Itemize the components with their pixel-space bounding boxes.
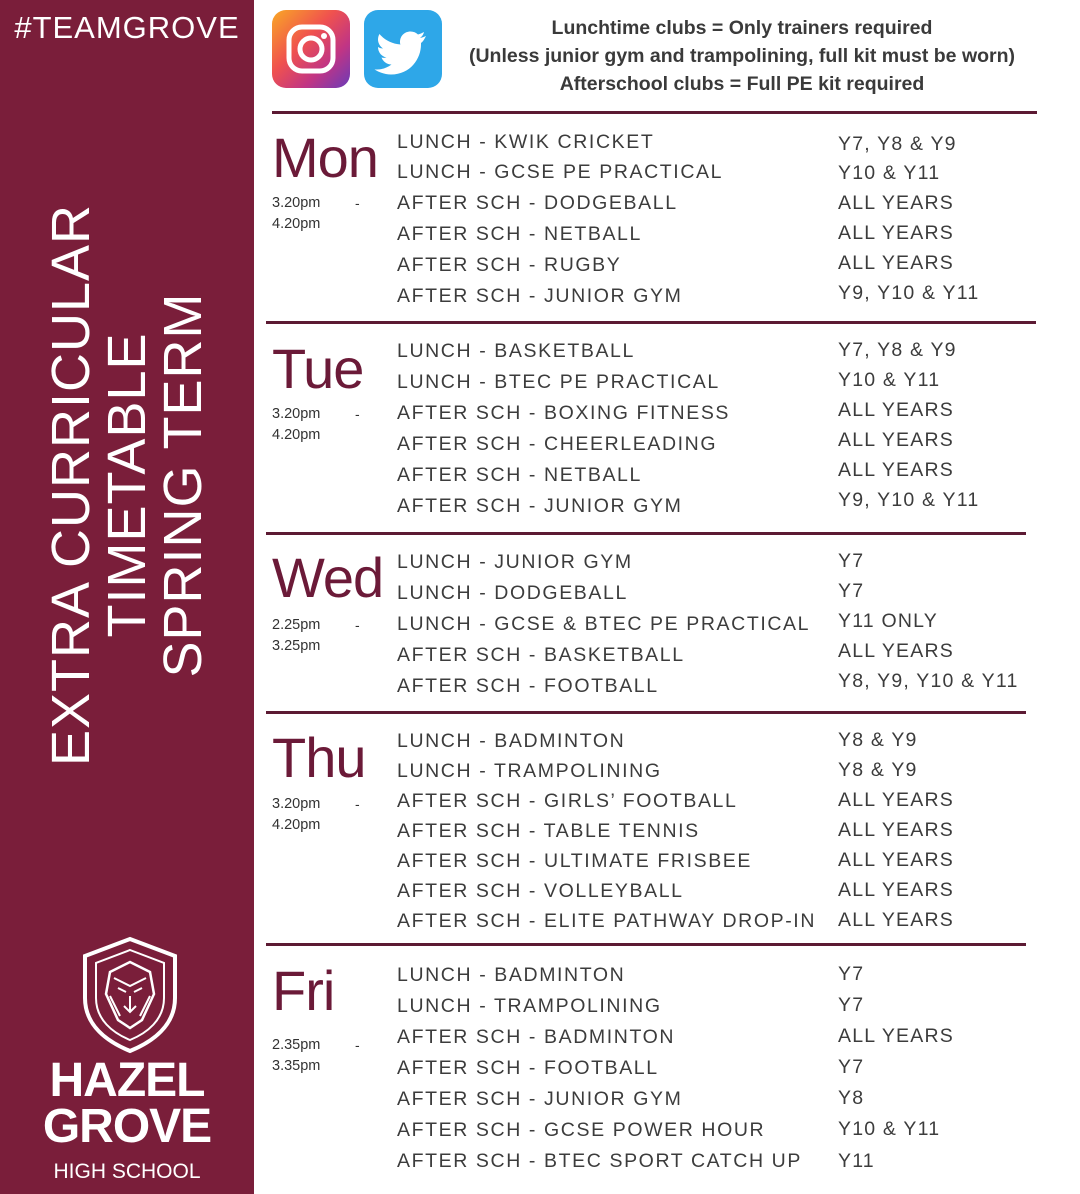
year-groups: ALL YEARS [838, 789, 954, 811]
note-lunchtime: Lunchtime clubs = Only trainers required [551, 17, 933, 39]
divider [266, 321, 1036, 324]
instagram-button[interactable] [272, 10, 350, 88]
school-name [0, 1054, 254, 1153]
year-groups: Y8 & Y9 [838, 759, 918, 781]
time-range: 3.20pm 4.20pm [272, 406, 321, 443]
kit-notes [452, 14, 1032, 98]
time-dash: - [355, 1037, 360, 1053]
day-name: Wed [272, 546, 384, 609]
year-groups: Y7, Y8 & Y9 [838, 133, 957, 155]
year-groups: Y7 [838, 550, 865, 572]
time-dash: - [355, 617, 360, 633]
year-groups: Y7 [838, 580, 865, 602]
year-groups: Y10 & Y11 [838, 369, 941, 391]
year-groups: Y11 ONLY [838, 610, 938, 632]
activity: AFTER SCH - GCSE POWER HOUR [397, 1119, 766, 1141]
activity: AFTER SCH - FOOTBALL [397, 1057, 659, 1079]
activity: LUNCH - BASKETBALL [397, 340, 635, 362]
time-range: 3.20pm 4.20pm [272, 796, 321, 833]
activity: AFTER SCH - DODGEBALL [397, 192, 678, 214]
year-groups: ALL YEARS [838, 459, 954, 481]
activity: LUNCH - BADMINTON [397, 964, 626, 986]
day-name: Thu [272, 726, 366, 789]
activity: AFTER SCH - JUNIOR GYM [397, 285, 683, 307]
title-line-1: EXTRA CURRICULAR [41, 203, 101, 767]
time-dash: - [355, 796, 360, 812]
note-afterschool: Afterschool clubs = Full PE kit required [559, 73, 925, 95]
title-line-2: TIMETABLE [97, 332, 157, 638]
activity: AFTER SCH - VOLLEYBALL [397, 880, 684, 902]
year-groups: Y7 [838, 963, 865, 985]
title-line-3: SPRING TERM [153, 292, 213, 678]
year-groups: Y7 [838, 1056, 865, 1078]
year-groups: ALL YEARS [838, 909, 954, 931]
day-name: Fri [272, 959, 335, 1022]
activity: AFTER SCH - FOOTBALL [397, 675, 659, 697]
year-groups: ALL YEARS [838, 849, 954, 871]
activity: LUNCH - DODGEBALL [397, 582, 628, 604]
school-subtitle: HIGH SCHOOL [53, 1160, 201, 1183]
year-groups: Y7 [838, 994, 865, 1016]
activity: AFTER SCH - JUNIOR GYM [397, 495, 683, 517]
activity: AFTER SCH - ULTIMATE FRISBEE [397, 850, 753, 872]
activity: AFTER SCH - RUGBY [397, 254, 622, 276]
day-name: Tue [272, 337, 364, 400]
year-groups: Y9, Y10 & Y11 [838, 489, 980, 511]
year-groups: Y10 & Y11 [838, 162, 941, 184]
activity: AFTER SCH - NETBALL [397, 223, 642, 245]
activity: AFTER SCH - BASKETBALL [397, 644, 685, 666]
school-name-line-1: HAZEL [49, 1054, 205, 1107]
year-groups: ALL YEARS [838, 192, 954, 214]
activity: AFTER SCH - JUNIOR GYM [397, 1088, 683, 1110]
sidebar [0, 0, 254, 1194]
school-name-line-2: GROVE [42, 1100, 212, 1153]
activity: AFTER SCH - BTEC SPORT CATCH UP [397, 1150, 802, 1172]
activity: LUNCH - TRAMPOLINING [397, 995, 662, 1017]
instagram-icon [272, 10, 350, 88]
activity: LUNCH - BADMINTON [397, 730, 626, 752]
year-groups: Y7, Y8 & Y9 [838, 339, 957, 361]
year-groups: ALL YEARS [838, 640, 954, 662]
divider [272, 111, 1037, 114]
time-range: 2.35pm 3.35pm [272, 1037, 321, 1074]
activity: AFTER SCH - TABLE TENNIS [397, 820, 700, 842]
note-exception: (Unless junior gym and trampolining, full kit must be worn) [468, 45, 1016, 67]
year-groups: ALL YEARS [838, 222, 954, 244]
divider [266, 943, 1026, 946]
twitter-button[interactable] [364, 10, 442, 88]
time-range: 2.25pm 3.25pm [272, 617, 321, 654]
year-groups: Y11 [838, 1150, 875, 1172]
divider [266, 532, 1026, 535]
year-groups: ALL YEARS [838, 252, 954, 274]
time-dash: - [355, 195, 360, 211]
activity: AFTER SCH - GIRLS’ FOOTBALL [397, 790, 738, 812]
year-groups: ALL YEARS [838, 1025, 954, 1047]
activity: LUNCH - KWIK CRICKET [397, 131, 655, 153]
activity: AFTER SCH - BOXING FITNESS [397, 402, 731, 424]
activity: LUNCH - BTEC PE PRACTICAL [397, 371, 720, 393]
twitter-icon [364, 10, 442, 88]
activity: AFTER SCH - NETBALL [397, 464, 642, 486]
time-dash: - [355, 406, 360, 422]
year-groups: ALL YEARS [838, 819, 954, 841]
year-groups: Y10 & Y11 [838, 1118, 941, 1140]
year-groups: Y8, Y9, Y10 & Y11 [838, 670, 1019, 692]
year-groups: Y8 & Y9 [838, 729, 918, 751]
activity: AFTER SCH - ELITE PATHWAY DROP-IN [397, 910, 816, 932]
activity: LUNCH - GCSE PE PRACTICAL [397, 161, 724, 183]
year-groups: ALL YEARS [838, 879, 954, 901]
divider [266, 711, 1026, 714]
activity: AFTER SCH - CHEERLEADING [397, 433, 718, 455]
activity: LUNCH - GCSE & BTEC PE PRACTICAL [397, 613, 811, 635]
year-groups: ALL YEARS [838, 429, 954, 451]
activity: LUNCH - TRAMPOLINING [397, 760, 662, 782]
lion-crest-icon [80, 936, 180, 1054]
activity: AFTER SCH - BADMINTON [397, 1026, 676, 1048]
hashtag: #TEAMGROVE [14, 10, 240, 45]
activity: LUNCH - JUNIOR GYM [397, 551, 633, 573]
time-range: 3.20pm 4.20pm [272, 195, 321, 232]
day-name: Mon [272, 126, 378, 189]
poster-title [43, 155, 211, 815]
year-groups: ALL YEARS [838, 399, 954, 421]
year-groups: Y9, Y10 & Y11 [838, 282, 980, 304]
year-groups: Y8 [838, 1087, 865, 1109]
